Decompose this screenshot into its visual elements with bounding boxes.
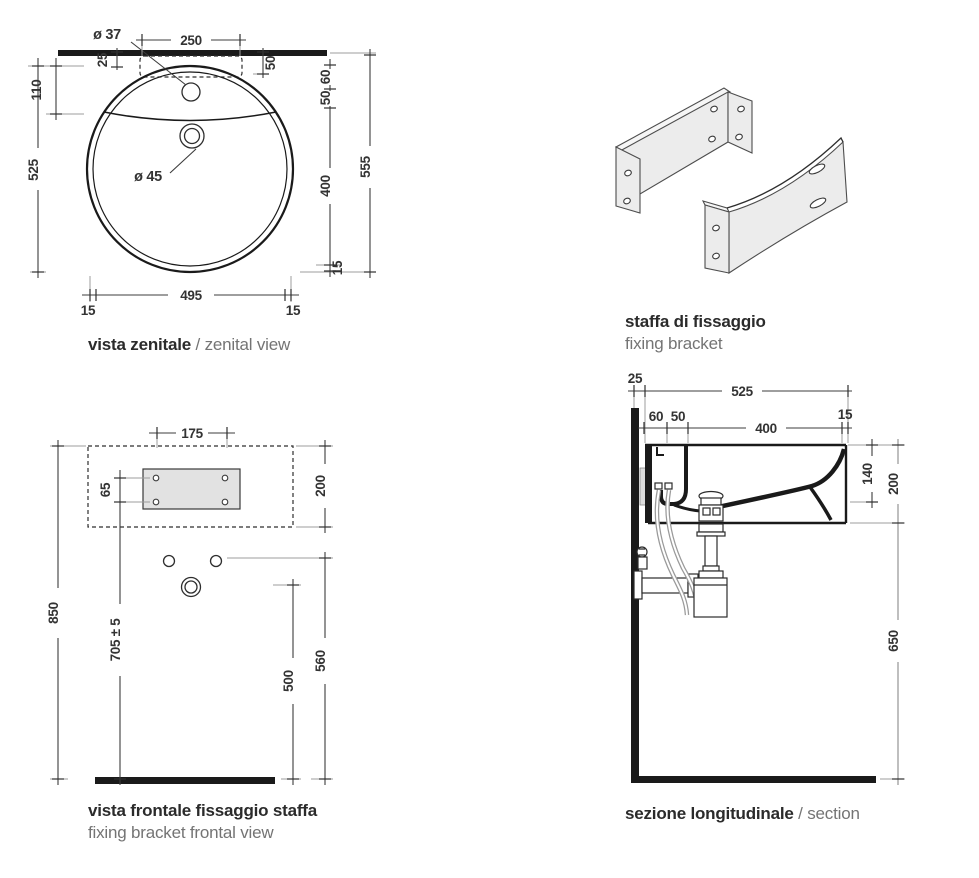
- dim-400: 400: [318, 175, 333, 197]
- dim-15-right: 15: [285, 303, 301, 318]
- caption-section-it: sezione longitudinale: [625, 804, 794, 823]
- dim-60-section: 60: [648, 409, 664, 424]
- dim-50-chain: 50: [318, 90, 333, 106]
- inlet-hole-right: [211, 556, 222, 567]
- sink-section-outline: [645, 445, 846, 523]
- caption-zenital-en: zenital view: [204, 335, 291, 354]
- caption-zenital: [88, 334, 290, 356]
- drain-hole-frontal: [182, 578, 201, 597]
- drain-leader: [170, 149, 196, 173]
- dim-tap-hole: ø 37: [93, 27, 121, 43]
- dim-drain-hole: ø 45: [134, 169, 162, 185]
- tap-hole: [182, 83, 200, 101]
- caption-bracket-en: fixing bracket: [625, 334, 723, 353]
- dim-705: 705 ± 5: [108, 618, 123, 662]
- dim-850: 850: [46, 602, 61, 624]
- dim-250: 250: [180, 33, 202, 48]
- dim-200-section: 200: [886, 473, 901, 495]
- mounting-bracket-curved: [703, 138, 847, 273]
- dim-15-left: 15: [80, 303, 96, 318]
- dim-650: 650: [886, 630, 901, 652]
- dim-50-top: 50: [263, 55, 278, 71]
- wall-flange: [634, 571, 642, 599]
- dim-110: 110: [29, 79, 44, 101]
- caption-frontal-en: fixing bracket frontal view: [88, 823, 274, 842]
- caption-section-sep: /: [793, 804, 808, 823]
- longitudinal-section: [628, 371, 905, 785]
- dim-65: 65: [98, 482, 113, 498]
- floor-section: [631, 776, 876, 783]
- dim-wall-25: 25: [627, 371, 643, 386]
- dim-525: 525: [26, 159, 41, 181]
- floor-line: [95, 777, 275, 784]
- dim-555: 555: [358, 156, 373, 178]
- frontal-fixing-view: [46, 426, 333, 785]
- dim-400-section: 400: [755, 421, 777, 436]
- bracket-plate: [143, 469, 240, 509]
- caption-bracket-it: staffa di fissaggio: [625, 312, 766, 331]
- basin-outline: [87, 66, 293, 272]
- dim-560: 560: [313, 650, 328, 672]
- caption-section: [625, 803, 860, 825]
- dim-60: 60: [318, 69, 333, 85]
- fixing-bracket-3d: [616, 88, 847, 273]
- caption-section-en: section: [807, 804, 860, 823]
- zenital-view: [26, 27, 376, 318]
- caption-frontal: [88, 800, 317, 844]
- dim-525-section: 525: [731, 384, 753, 399]
- mounting-bracket-straight: [616, 88, 752, 213]
- dim-140: 140: [860, 463, 875, 485]
- dim-15-section: 15: [837, 407, 853, 422]
- dim-15-side: 15: [330, 260, 345, 276]
- drain-hole: [180, 124, 204, 148]
- caption-zenital-sep: /: [191, 335, 205, 354]
- dim-50-section: 50: [670, 409, 686, 424]
- dim-500: 500: [281, 670, 296, 692]
- caption-zenital-it: vista zenitale: [88, 335, 192, 354]
- caption-frontal-it: vista frontale fissaggio staffa: [88, 801, 318, 820]
- dim-175: 175: [181, 426, 203, 441]
- caption-bracket: [625, 311, 766, 355]
- bottle-trap: [694, 571, 727, 617]
- inlet-hole-left: [164, 556, 175, 567]
- dim-25: 25: [95, 52, 110, 68]
- dim-200: 200: [313, 475, 328, 497]
- dim-495: 495: [180, 288, 202, 303]
